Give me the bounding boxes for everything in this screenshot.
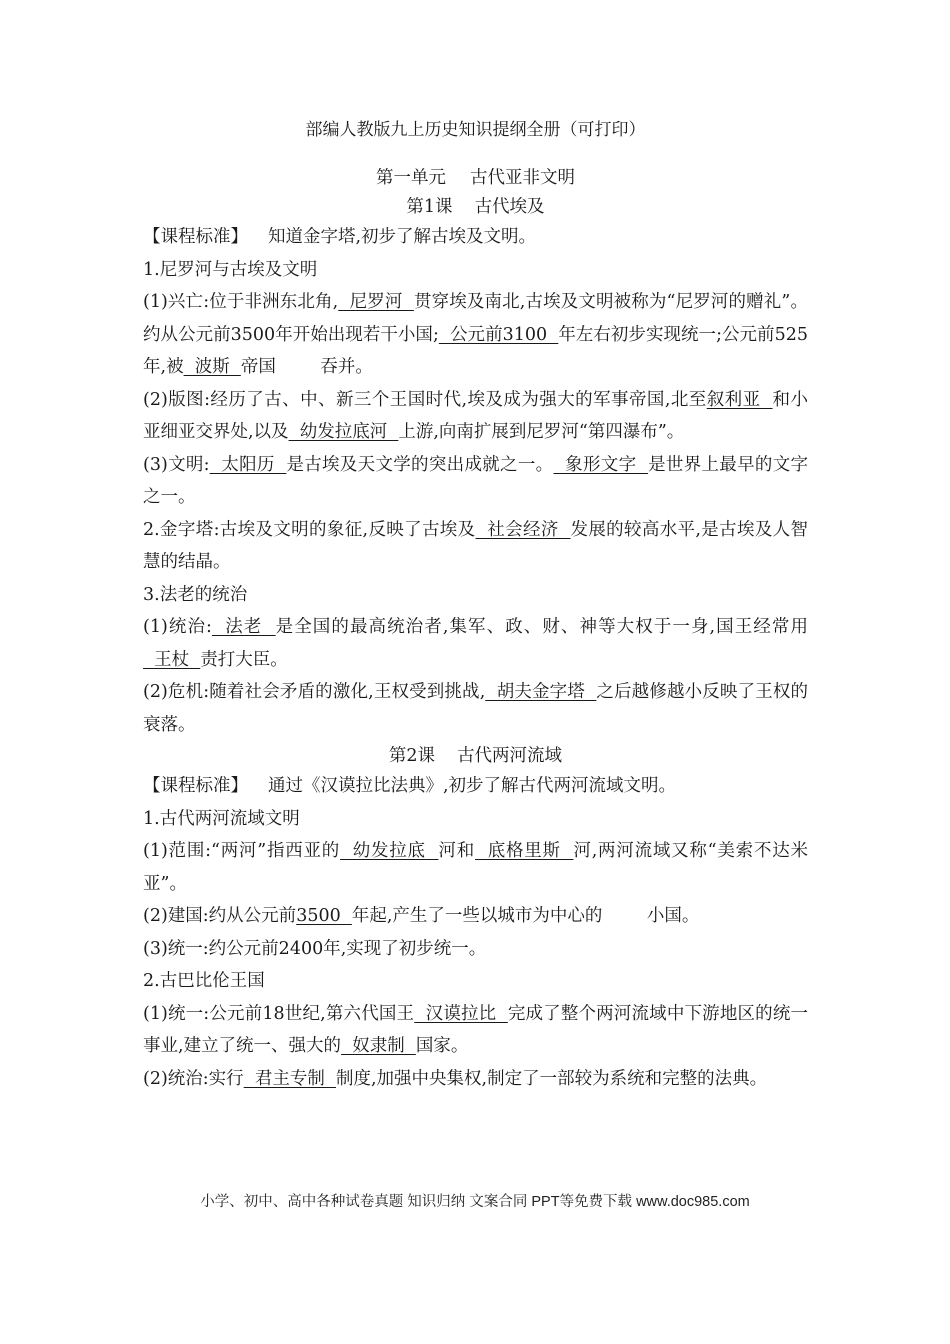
text: (1)兴亡:位于非洲东北角, <box>143 292 339 312</box>
answer-blank: 法老 <box>211 617 276 637</box>
text: 贯穿埃及南北,古埃及文明被称为“尼罗河的赠礼”。约从公元前3500年开始出现若干小国; <box>143 292 808 345</box>
answer-blank: 社会经济 <box>475 519 571 540</box>
lesson-1-heading <box>143 193 808 221</box>
text: 帝国 吞并。 <box>240 357 373 377</box>
paragraph-rise-fall <box>143 286 808 384</box>
answer-blank: 公元前3100 <box>438 324 559 345</box>
footer-text: 小学、初中、高中各种试卷真题 知识归纳 文案合同 PPT等免费下载 www.doc985.com <box>200 1194 750 1210</box>
text: (2)版图:经历了古、中、新三个王国时代,埃及成为强大的军事帝国,北至 <box>143 389 707 410</box>
standard-text: 通过《汉谟拉比法典》,初步了解古代两河流域文明。 <box>268 776 677 796</box>
section-heading: 1.尼罗河与古埃及文明 <box>143 259 318 280</box>
paragraph-pharaoh-rule <box>143 611 808 676</box>
text: (2)危机:随着社会矛盾的激化,王权受到挑战, <box>143 682 486 702</box>
text: (1)统治: <box>143 617 212 637</box>
answer-blank: 王杖 <box>143 649 201 670</box>
paragraph-babylon-unify <box>143 998 808 1063</box>
text: 河,两河流域又称“美索不达米亚”。 <box>143 841 808 894</box>
answer-blank: 叙利亚 <box>706 389 773 410</box>
unit-heading <box>143 164 808 192</box>
text: 是古埃及天文学的突出成就之一。 <box>286 454 554 475</box>
text: 制度,加强中央集权,制定了一部较为系统和完整的法典。 <box>335 1068 768 1089</box>
text: 年左右初步实现统一;公元前525年,被 <box>143 324 808 377</box>
text: 国家。 <box>415 1036 469 1056</box>
standard-tag: 【课程标准】 <box>143 776 248 796</box>
paragraph-civilization <box>143 449 808 514</box>
answer-blank: 象形文字 <box>553 454 649 475</box>
text: (2)建国:约从公元前 <box>143 906 297 926</box>
answer-blank: 太阳历 <box>209 454 287 475</box>
answer-blank: 3500 <box>296 906 352 926</box>
text: (1)统一:公元前18世纪,第六代国王 <box>143 1003 415 1024</box>
answer-blank: 幼发拉底河 <box>288 422 399 442</box>
paragraph-territory <box>143 384 808 449</box>
text: (3)文明: <box>143 454 210 475</box>
text: 是全国的最高统治者,集军、政、财、神等大权于一身,国王经常用 <box>275 617 808 637</box>
standard-tag: 【课程标准】 <box>143 227 248 247</box>
answer-blank: 胡夫金字塔 <box>485 682 597 702</box>
paragraph-crisis <box>143 676 808 741</box>
text: 2.金字塔:古埃及文明的象征,反映了古埃及 <box>143 519 476 540</box>
unit-label: 第一单元 <box>376 168 446 188</box>
document-title: 部编人教版九上历史知识提纲全册（可打印） <box>305 120 646 140</box>
answer-blank: 幼发拉底 <box>340 841 439 861</box>
standard-text: 知道金字塔,初步了解古埃及文明。 <box>268 227 537 247</box>
lesson-1-standard <box>143 221 808 254</box>
paragraph-scope <box>143 835 808 900</box>
answer-blank: 波斯 <box>183 357 241 377</box>
answer-blank: 底格里斯 <box>475 841 574 861</box>
text: (2)统治:实行 <box>143 1068 244 1089</box>
answer-blank: 君主专制 <box>243 1068 336 1089</box>
paragraph-unification: (3)统一:约公元前2400年,实现了初步统一。 <box>143 938 487 959</box>
section-heading: 1.古代两河流域文明 <box>143 808 300 829</box>
paragraph-pyramids <box>143 514 808 579</box>
text: 河和 <box>438 841 476 861</box>
text: 责打大臣。 <box>200 649 288 670</box>
lesson-2-name: 古代两河流域 <box>457 746 563 766</box>
lesson-2-heading <box>143 742 808 770</box>
text: 年起,产生了一些以城市为中心的 小国。 <box>351 906 700 926</box>
text: 是世界上最早的文字之一。 <box>143 454 809 507</box>
lesson-2-label: 第2课 <box>388 746 436 766</box>
answer-blank: 奴隶制 <box>341 1036 416 1056</box>
text: 上游,向南扩展到尼罗河“第四瀑布”。 <box>398 422 685 442</box>
unit-name: 古代亚非文明 <box>470 168 575 188</box>
text: 之后越修越小反映了王权的衰落。 <box>143 682 809 735</box>
paragraph-founding <box>143 900 808 933</box>
text: 发展的较高水平,是古埃及人智慧的结晶。 <box>143 519 809 572</box>
paragraph-babylon-rule <box>143 1063 808 1096</box>
answer-blank: 尼罗河 <box>338 292 414 312</box>
lesson-2-standard <box>143 770 808 803</box>
text: (1)范围:“两河”指西亚的 <box>143 841 341 861</box>
answer-blank: 汉谟拉比 <box>414 1003 508 1024</box>
lesson-1-name: 古代埃及 <box>474 197 545 217</box>
lesson-1-label: 第1课 <box>406 197 453 217</box>
section-heading: 3.法老的统治 <box>143 584 248 605</box>
document-body <box>143 116 808 1095</box>
section-heading: 2.古巴比伦王国 <box>143 971 265 991</box>
text: 和小亚细亚交界处,以及 <box>143 389 808 442</box>
text: 完成了整个两河流域中下游地区的统一事业,建立了统一、强大的 <box>143 1003 808 1056</box>
